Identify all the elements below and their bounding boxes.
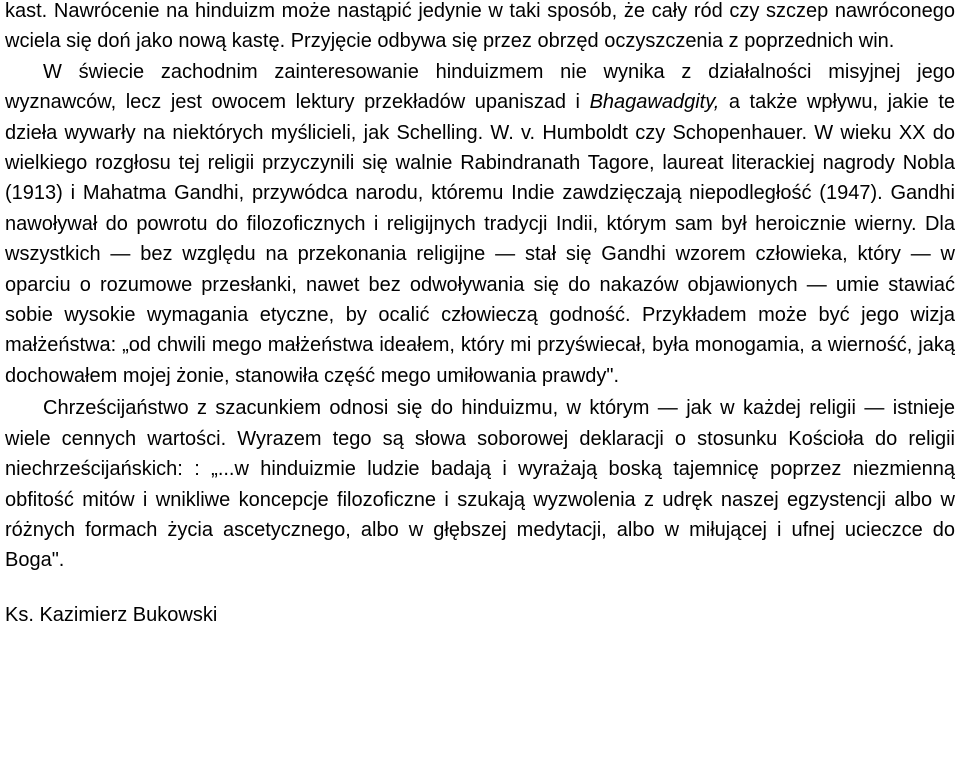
paragraph-3-text: Chrześcijaństwo z szacunkiem odnosi się do hinduizmu, w którym — jak w każdej religii — istnieje wiele cennych wartości. Wyrazem tego są słowa soborowej deklaracji o stosunku Kościoła do religii niechrześcijańskich: : „...w hinduizmie ludzie badają i wyrażają boską tajemnicę poprzez niezmienną obfitość mitów i wnikliwe koncepcje filozoficzne i szukają wyzwolenia z udręk naszej egzystencji albo w różnych formach życia ascetycznego, albo w głębszej medytacji, albo w miłującej i ufnej ucieczce do Boga". bbox=[5, 397, 955, 572]
paragraph-3 bbox=[5, 393, 955, 575]
author-signature: Ks. Kazimierz Bukowski bbox=[5, 603, 218, 626]
paragraph-2-italic-title: Bhagawadgity, bbox=[589, 91, 720, 114]
document-page bbox=[5, 0, 955, 630]
paragraph-1-text: kast. Nawrócenie na hinduizm może nastąpić jedynie w taki sposób, że cały ród czy szczep nawróconego wciela się doń jako nową kastę. Przyjęcie odbywa się przez obrzęd oczyszczenia z poprzednich win. bbox=[5, 0, 955, 53]
paragraph-2 bbox=[5, 57, 955, 391]
paragraph-2-text-b: a także wpływu, jakie te dzieła wywarły na niektórych myślicieli, jak Schelling. W. v. Humboldt czy Schopenhauer. W wieku XX do wielkiego rozgłosu tej religii przyczynili się walnie Rabindranath Tagore, laureat literackiej nagrody Nobla (1913) i Mahatma Gandhi, przywódca narodu, któremu Indie zawdzięczają niepodległość (1947). Gandhi nawoływał do powrotu do filozoficznych i religijnych tradycji Indii, którym sam był heroicznie wierny. Dla wszystkich — bez względu na przekonania religijne — stał się Gandhi wzorem człowieka, który — w oparciu o rozumowe przesłanki, nawet bez odwoływania się do nakazów objawionych — umie stawiać sobie wysokie wymagania etyczne, by ocalić człowieczą godność. Przykładem może być jego wizja małżeństwa: „od chwili mego małżeństwa ideałem, który mi przyświecał, była monogamia, a wierność, jaką dochowałem mojej żonie, stanowiła część mego umiłowania prawdy". bbox=[5, 91, 955, 387]
paragraph-1 bbox=[5, 0, 955, 57]
paragraph-2-text-a: W świecie zachodnim zainteresowanie hinduizmem nie wynika z działalności misyjnej jego wyznawców, lecz jest owocem lektury przekładów upaniszad i bbox=[5, 60, 955, 114]
